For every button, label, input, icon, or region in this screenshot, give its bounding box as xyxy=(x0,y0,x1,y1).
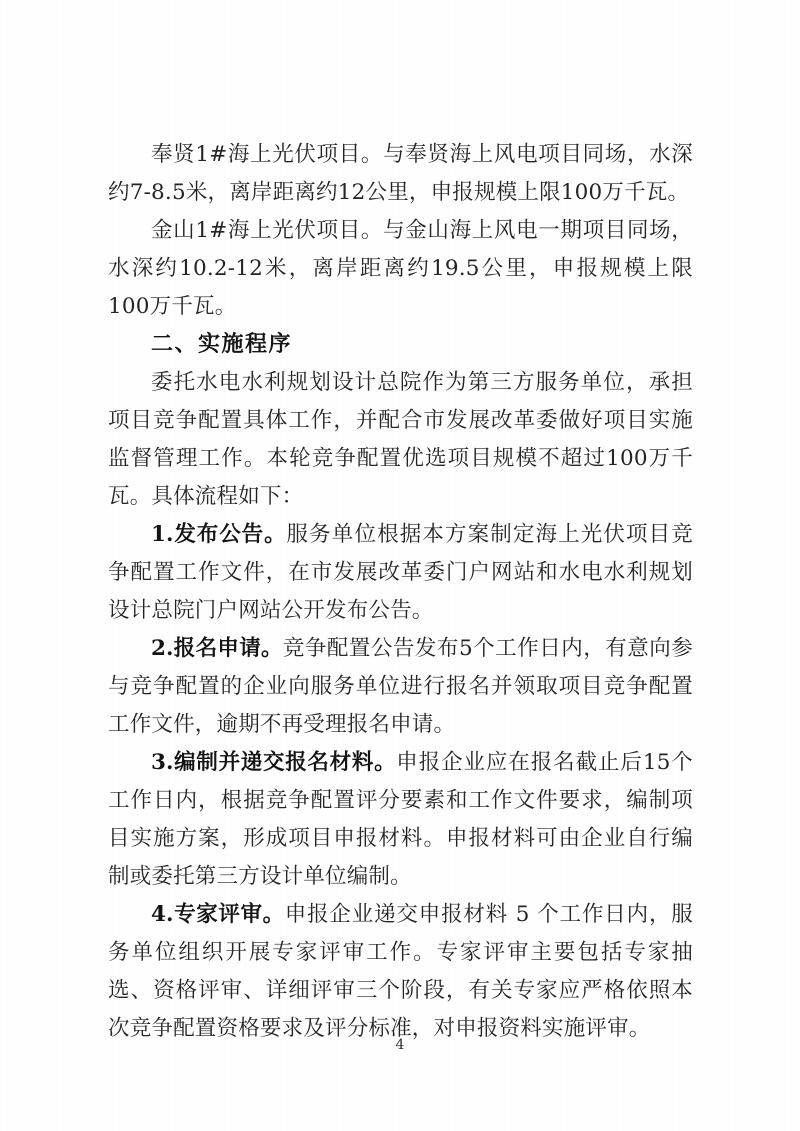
step-3-lead-label: 3.编制并递交报名材料。 xyxy=(151,750,397,775)
step-4-body-text: 申报企业递交申报材料 5 个工作日内，服务单位组织开展专家评审工作。专家评审主要包括专家抽选、资格评审、详细评审三个阶段，有关专家应严格依照本次竞争配置资格要求及评分标准，对申报资料实施评审。 xyxy=(108,902,693,1041)
paragraph-jinshan-project: 金山1#海上光伏项目。与金山海上风电一期项目同场，水深约10.2-12米，离岸距离约19.5公里，申报规模上限100万千瓦。 xyxy=(108,218,693,319)
paragraph-implementation-intro: 委托水电水利规划设计总院作为第三方服务单位，承担项目竞争配置具体工作，并配合市发展改革委做好项目实施监督管理工作。本轮竞争配置优选项目规模不超过100万千瓦。具体流程如下： xyxy=(108,370,693,509)
step-4-lead-label: 4.专家评审。 xyxy=(151,902,285,927)
step-1-lead-label: 1.发布公告。 xyxy=(151,522,287,547)
section-heading-implementation-procedure: 二、实施程序 xyxy=(151,332,293,357)
step-1-body-text: 服务单位根据本方案制定海上光伏项目竞争配置工作文件，在市发展改革委门户网站和水电水利规划设计总院门户网站公开发布公告。 xyxy=(108,522,693,623)
step-item-3 xyxy=(108,744,693,896)
step-2-lead-label: 2.报名申请。 xyxy=(151,636,283,661)
step-2-body-text: 竞争配置公告发布5个工作日内，有意向参与竞争配置的企业向服务单位进行报名并领取项目竞争配置工作文件，逾期不再受理报名申请。 xyxy=(108,636,693,737)
document-body xyxy=(108,136,693,1048)
paragraph-fengxian-project: 奉贤1#海上光伏项目。与奉贤海上风电项目同场，水深约7-8.5米，离岸距离约12公里，申报规模上限100万千瓦。 xyxy=(108,142,693,205)
step-item-1 xyxy=(108,516,693,630)
page-number: 4 xyxy=(395,1037,405,1053)
step-item-2 xyxy=(108,630,693,744)
step-item-4 xyxy=(108,896,693,1048)
step-3-body-text: 申报企业应在报名截止后15个工作日内，根据竞争配置评分要素和工作文件要求，编制项目实施方案，形成项目申报材料。申报材料可由企业自行编制或委托第三方设计单位编制。 xyxy=(108,750,693,889)
